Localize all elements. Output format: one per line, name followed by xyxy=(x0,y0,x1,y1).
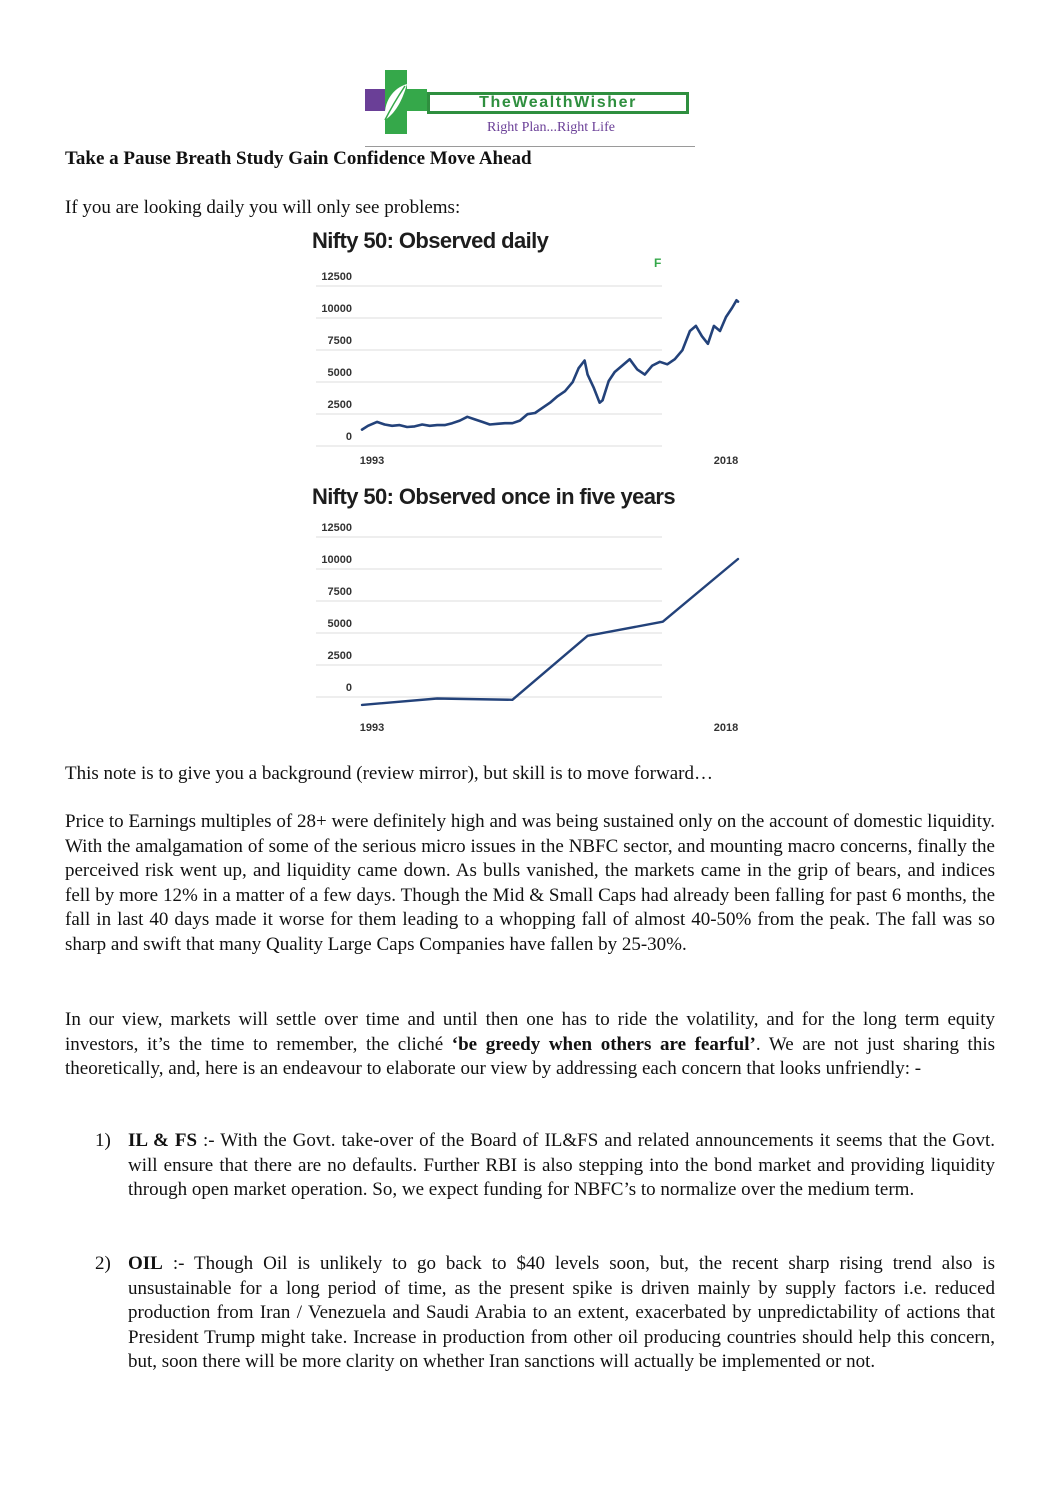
paragraph-pe-multiples: Price to Earnings multiples of 28+ were definitely high and was being sustained only on the account of domestic liquidity. With the amalgamation of some of the serious micro issues in the NBFC sector, and mounting macro concerns, finally the perceived risk went up, and liquidity came down. As bulls vanished, the markets came in the grip of bears, and indices fell by more 12% in a matter of a few days. Though the Mid & Small Caps had already been falling for past 6 months, the fall in last 40 days made it worse for them leading to a whopping fall of almost 40-50% from the peak. The fall was so sharp and swift that many Quality Large Caps Companies have fallen by 25-30%. xyxy=(65,811,995,955)
page-title: Take a Pause Breath Study Gain Confidence Move Ahead xyxy=(65,148,532,169)
paragraph-our-view xyxy=(65,1008,995,1082)
chart-five-year-svg xyxy=(288,478,752,740)
paragraph-background: This note is to give you a background (review mirror), but skill is to move forward… xyxy=(65,763,713,784)
list-heading: OIL xyxy=(128,1253,163,1274)
list-heading: IL & FS xyxy=(128,1130,198,1151)
logo-wordmark: TheWealthWisher xyxy=(427,92,689,114)
y-tick-label: 7500 xyxy=(327,586,352,598)
y-tick-label: 5000 xyxy=(327,367,352,379)
y-tick-label: 0 xyxy=(345,431,352,443)
series-line xyxy=(362,300,738,429)
list-number: 2) xyxy=(95,1253,111,1274)
series-line xyxy=(362,559,738,705)
y-tick-label: 2500 xyxy=(327,650,352,662)
y-tick-label: 5000 xyxy=(327,618,352,630)
x-tick-label: 2018 xyxy=(713,455,739,467)
y-tick-label: 7500 xyxy=(327,335,352,347)
cross-leaf-icon xyxy=(365,70,427,134)
list-number: 1) xyxy=(95,1130,111,1151)
chart-daily-mark: F xyxy=(654,256,662,270)
p3-after: . We are not just sharing this theoretically, and, here is an endeavour to elaborate our view by addressing each concern that looks unfriendly: - xyxy=(65,1033,996,1079)
chart-daily-svg xyxy=(288,222,752,477)
y-tick-label: 10000 xyxy=(321,554,352,566)
chart-daily xyxy=(288,222,752,477)
list-body xyxy=(128,1129,995,1203)
list-text: :- With the Govt. take-over of the Board of IL&FS and related announcements it seems that the Govt. will ensure that there are no defaults. Further RBI is also stepping into the bond market and providing liquidity through open market operation. So, we expect funding for NBFC’s to normalize over the medium term. xyxy=(128,1130,995,1200)
company-logo xyxy=(365,70,695,150)
y-tick-label: 12500 xyxy=(321,522,352,534)
logo-tagline: Right Plan...Right Life xyxy=(487,120,615,135)
list-body xyxy=(128,1252,995,1375)
chart-five-year xyxy=(288,478,752,740)
y-tick-label: 2500 xyxy=(327,399,352,411)
chart-five-year-title: Nifty 50: Observed once in five years xyxy=(312,484,675,509)
x-tick-label: 1993 xyxy=(359,455,385,467)
x-tick-label: 1993 xyxy=(359,722,385,734)
chart-daily-title: Nifty 50: Observed daily xyxy=(312,228,549,253)
p3-quote: ‘be greedy when others are fearful’ xyxy=(451,1033,756,1055)
y-tick-label: 10000 xyxy=(321,303,352,315)
y-tick-label: 12500 xyxy=(321,271,352,283)
list-text: :- Though Oil is unlikely to go back to $40 levels soon, but, the recent sharp rising trend also is unsustainable for a long period of time, as the present spike is driven mainly by supply factors i.e. reduced production from Iran / Venezuela and Saudi Arabia to an extent, exacerbated by unpredictability of actions that President Trump might take. Increase in production from other oil producing countries should help this concern, but, soon there will be more clarity on whether Iran sanctions will actually be implemented or not. xyxy=(128,1253,995,1372)
intro-text: If you are looking daily you will only see problems: xyxy=(65,197,461,218)
x-tick-label: 2018 xyxy=(713,722,739,734)
p3-before: In our view, markets will settle over time and until then one has to ride the volatility, and for the long term equity investors, it’s the time to remember, the cliché xyxy=(65,1009,995,1055)
y-tick-label: 0 xyxy=(345,682,352,694)
